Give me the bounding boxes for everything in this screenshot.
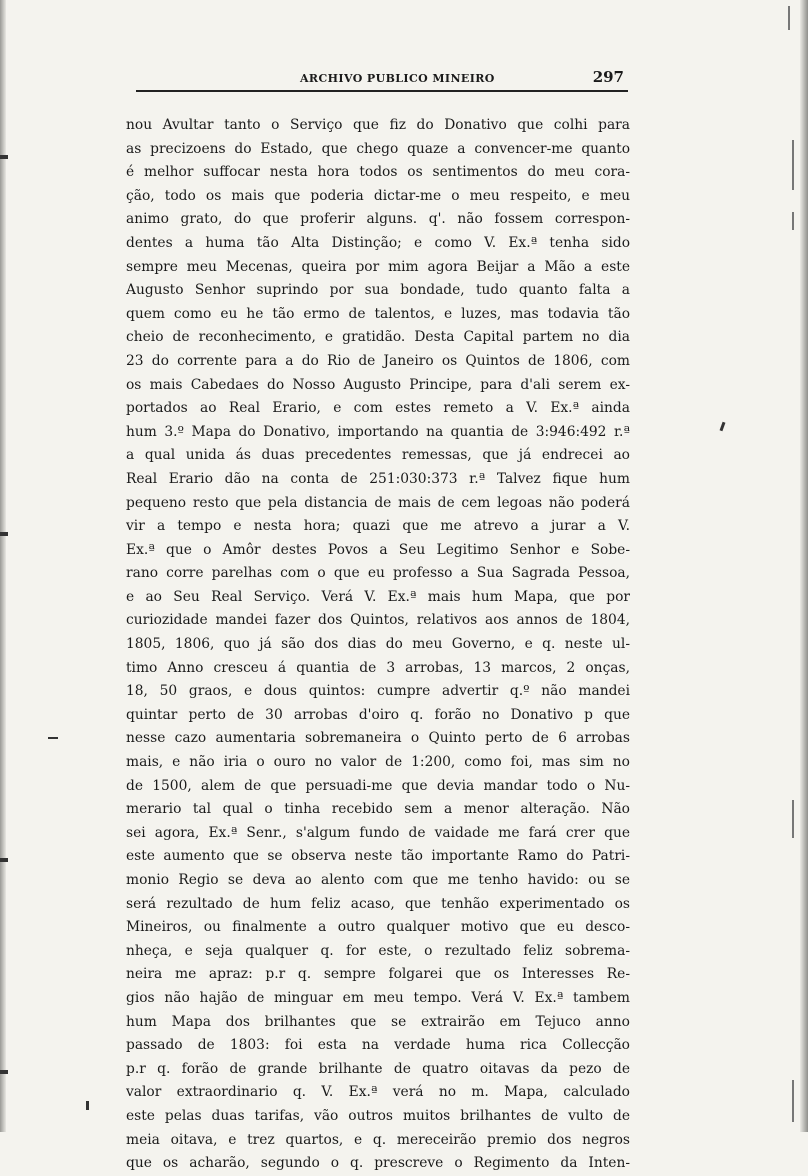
- right-edge-mark: [792, 1080, 794, 1122]
- text-line: de 1500, alem de que persuadi-me que devia mandar todo o Nu-: [126, 777, 630, 794]
- text-line: será rezultado de hum feliz acaso, que tenhão experimentado os: [126, 895, 630, 912]
- text-line: monio Regio se deva ao alento com que me tenho havido: ou se: [126, 872, 630, 888]
- text-line: nheça, e seja qualquer q. for este, o rezultado feliz sobrema-: [126, 942, 630, 959]
- text-line: este aumento que se observa neste tão importante Ramo do Patri-: [126, 848, 630, 865]
- right-edge-mark: [792, 800, 794, 838]
- right-edge-mark: [792, 212, 794, 230]
- text-line: passado de 1803: foi esta na verdade huma rica Collecção: [126, 1037, 630, 1054]
- text-line: e ao Seu Real Serviço. Verá V. Ex.ª mais hum Mapa, que por: [126, 588, 630, 605]
- left-edge-mark: [0, 532, 8, 536]
- right-edge-mark: [792, 140, 794, 190]
- text-line: valor extraordinario q. V. Ex.ª verá no m. Mapa, calculado: [126, 1084, 630, 1101]
- page-number: 297: [592, 68, 624, 86]
- header-rule: [136, 90, 628, 92]
- text-line: 1805, 1806, quo já são dos dias do meu Governo, e q. neste ul-: [126, 636, 630, 653]
- text-line: curiozidade mandei fazer dos Quintos, relativos aos annos de 1804,: [126, 612, 630, 629]
- text-line: neira me apraz: p.r q. sempre folgarei que os Interesses Re-: [126, 966, 630, 983]
- right-page-edge: [800, 0, 808, 1132]
- text-line: animo grato, do que proferir alguns. q'. não fossem correspon-: [126, 211, 630, 228]
- text-line: meia oitava, e trez quartos, e q. mereceirão premio dos negros: [126, 1131, 630, 1148]
- text-line: as precizoens do Estado, que chego quaze a convencer-me quanto: [126, 140, 630, 157]
- text-line: pequeno resto que pela distancia de mais de cem legoas não poderá: [126, 494, 630, 511]
- text-line: cheio de reconhecimento, e gratidão. Desta Capital partem no dia: [126, 329, 630, 346]
- text-line: nesse cazo aumentaria sobremaneira o Quinto perto de 6 arrobas: [126, 730, 630, 747]
- text-line: este pelas duas tarifas, vão outros muitos brilhantes de vulto de: [126, 1107, 630, 1124]
- text-line: é melhor suffocar nesta hora todos os sentimentos do meu cora-: [126, 164, 630, 181]
- running-title: ARCHIVO PUBLICO MINEIRO: [300, 72, 495, 85]
- text-line: que os acharão, segundo o q. prescreve o Regimento da Inten-: [126, 1155, 630, 1172]
- ink-speck: [86, 1101, 89, 1110]
- text-line: nou Avultar tanto o Serviço que fiz do Donativo que colhi para: [126, 117, 630, 133]
- text-line: rano corre parelhas com o que eu professo a Sua Sagrada Pessoa,: [126, 565, 630, 582]
- ink-speck: [48, 737, 58, 739]
- text-line: ção, todo os mais que poderia dictar-me o meu respeito, e meu: [126, 187, 630, 204]
- text-line: 18, 50 graos, e dous quintos: cumpre advertir q.º não mandei: [126, 683, 630, 700]
- text-line: Mineiros, ou finalmente a outro qualquer motivo que eu desco-: [126, 919, 630, 936]
- text-line: 23 do corrente para a do Rio de Janeiro os Quintos de 1806, com: [126, 352, 630, 369]
- text-line: timo Anno cresceu á quantia de 3 arrobas, 13 marcos, 2 onças,: [126, 659, 630, 676]
- text-line: sei agora, Ex.ª Senr., s'algum fundo de vaidade me fará crer que: [126, 824, 630, 841]
- text-line: os mais Cabedaes do Nosso Augusto Principe, para d'ali serem ex-: [126, 376, 630, 393]
- text-line: portados ao Real Erario, e com estes remeto a V. Ex.ª ainda: [126, 400, 630, 417]
- text-line: a qual unida ás duas precedentes remessas, que já endrecei ao: [126, 447, 630, 464]
- left-edge-mark: [0, 1070, 8, 1074]
- text-line: Augusto Senhor suprindo por sua bondade, tudo quanto falta a: [126, 282, 630, 299]
- left-edge-mark: [0, 858, 8, 862]
- text-line: Real Erario dão na conta de 251:030:373 r.ª Talvez fique hum: [126, 470, 630, 487]
- text-line: merario tal qual o tinha recebido sem a menor alteração. Não: [126, 801, 630, 818]
- text-line: hum 3.º Mapa do Donativo, importando na quantia de 3:946:492 r.ª: [126, 423, 630, 440]
- text-line: vir a tempo e nesta hora; quazi que me atrevo a jurar a V.: [126, 518, 630, 535]
- page-header: [136, 66, 628, 92]
- text-line: mais, e não iria o ouro no valor de 1:200, como foi, mas sim no: [126, 754, 630, 771]
- text-line: sempre meu Mecenas, queira por mim agora Beijar a Mão a este: [126, 258, 630, 275]
- text-line: gios não hajão de minguar em meu tempo. Verá V. Ex.ª tambem: [126, 989, 630, 1006]
- ink-speck: [720, 422, 726, 431]
- body-text: [126, 114, 630, 1176]
- text-line: quem como eu he tão ermo de talentos, e luzes, mas todavia tão: [126, 305, 630, 322]
- text-line: dentes a huma tão Alta Distinção; e como V. Ex.ª tenha sido: [126, 234, 630, 251]
- text-line: hum Mapa dos brilhantes que se extrairão em Tejuco anno: [126, 1013, 630, 1030]
- left-page-edge: [0, 0, 6, 1132]
- text-line: Ex.ª que o Amôr destes Povos a Seu Legitimo Senhor e Sobe-: [126, 541, 630, 558]
- text-line: quintar perto de 30 arrobas d'oiro q. forão no Donativo p que: [126, 706, 630, 723]
- text-line: p.r q. forão de grande brilhante de quatro oitavas da pezo de: [126, 1060, 630, 1077]
- right-edge-mark: [788, 6, 790, 30]
- left-edge-mark: [0, 155, 8, 159]
